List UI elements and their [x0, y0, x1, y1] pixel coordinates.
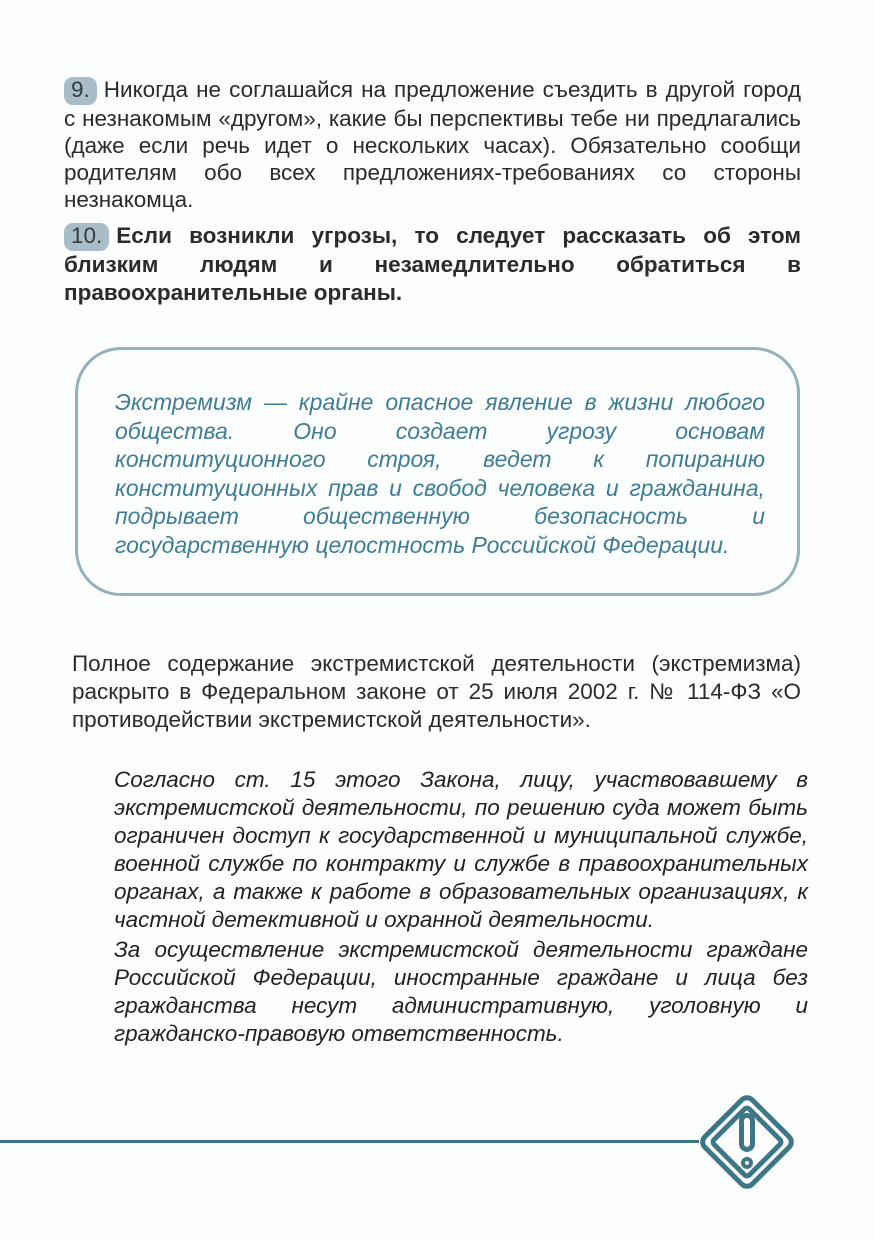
law-paragraph: Полное содержание экстремистской деятельности (экстремизма) раскрыто в Федеральном законе от 25 июля 2002 г. № 114-ФЗ «О противодействии экстремистской деятельности».	[72, 651, 801, 732]
item-number-badge: 9.	[64, 77, 97, 105]
list-item-text: Если возникли угрозы, то следует рассказать об этом близким людям и незамедлительно обратиться в правоохранительные органы.	[64, 223, 801, 305]
item-number-badge: 10.	[64, 223, 109, 251]
legal-note-1: Согласно ст. 15 этого Закона, лицу, участвовавшему в экстремистской деятельности, по решению суда может быть ограничен доступ к государственной и муниципальной службе, военной службе по контракту и службе в правоохранительных органах, а также к работе в образовательных организациях, к частной детективной и охранной деятельности.	[114, 767, 808, 932]
quote-text: Экстремизм — крайне опасное явление в жизни любого общества. Оно создает угрозу основам конституционного строя, ведет к попиранию конституционных прав и свобод человека и гражданина, подрывает общественную безопасность и государственную целостность Российской Федерации.	[115, 389, 765, 558]
list-item-9	[64, 76, 801, 213]
footer-divider-line	[0, 1140, 699, 1143]
exclamation-bar	[739, 1113, 755, 1152]
quote-box	[75, 347, 800, 596]
list-item-text: Никогда не соглашайся на предложение съездить в другой город с незнакомым «другом», какие бы перспективы тебе ни предлагались (даже если речь идет о нескольких часах). Обязательно сообщи родителям обо всех предложениях-требованиях со стороны незнакомца.	[64, 77, 801, 212]
list-item-10	[64, 222, 801, 306]
legal-note-2: За осуществление экстремистской деятельности граждане Российской Федерации, иностранные граждане и лица без гражданства несут административную, уголовную и гражданско-правовую ответственность.	[114, 937, 808, 1046]
exclamation-diamond-icon	[694, 1089, 800, 1195]
exclamation-dot	[741, 1157, 753, 1169]
exclamation-mark	[739, 1113, 755, 1169]
